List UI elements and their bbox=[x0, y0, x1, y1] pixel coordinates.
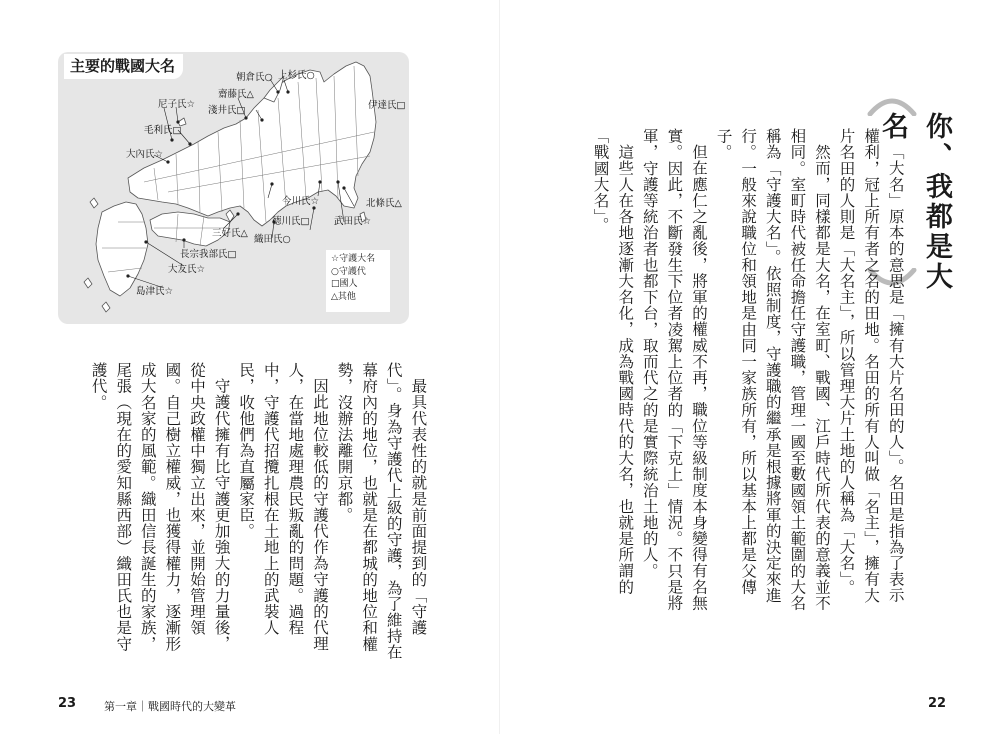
map-label-uesugi: 上杉氏○ bbox=[278, 70, 315, 81]
map-label-chosokabe: 長宗我部氏□ bbox=[180, 249, 237, 260]
legend-item-other: △其他 bbox=[331, 291, 356, 302]
left-paragraph: 守護代擁有比守護更加強大的力量後，從中央政權中獨立出來，並開始管理領國。自己樹立權威，也獲得權力，逐漸形成大名家的風範。織田信長誕生的家族，尾張（現在的愛知縣西部）織田氏也是守護代。 bbox=[89, 362, 231, 652]
right-paragraph: 這些人在各地逐漸大名化，成為戰國時代的大名，也就是所謂的「戰國大名」。 bbox=[591, 128, 635, 595]
legend-item-kokujin: □國人 bbox=[331, 279, 358, 289]
chapter-running-header: 第一章｜戰國時代的大變革 bbox=[104, 700, 236, 713]
left-page-body bbox=[86, 362, 430, 662]
left-paragraph: 因此地位較低的守護代作為守護的代理人，在當地處理農民叛亂的問題。過程中，守護代招攬扎根在土地上的武裝人民，收他們為直屬家臣。 bbox=[237, 362, 329, 652]
map-label-shimazu: 島津氏☆ bbox=[136, 286, 174, 297]
map-title: 主要的戰國大名 bbox=[64, 54, 183, 79]
map-label-oda: 織田氏○ bbox=[254, 234, 291, 245]
map-label-saito: 齋藤氏△ bbox=[218, 89, 254, 100]
legend-item-shugodai: ○守護代 bbox=[331, 266, 366, 277]
map-label-imagawa: 今川氏☆ bbox=[282, 196, 320, 207]
map-label-ouchi: 大內氏☆ bbox=[126, 149, 164, 160]
right-paragraph: 「大名」原本的意思是「擁有大片名田的人」。名田是指為了表示權利，冠上所有者之名的田地。名田的所有人叫做「名主」，擁有大片名田的人則是「大名主」，所以管理大片土地的人稱為「大名」。 bbox=[837, 128, 905, 604]
right-paragraph: 但在應仁之亂後，將軍的權威不再，職位等級制度本身變得有名無實。因此，不斷發生下位者凌駕上位者的「下克上」情況。不只是將軍，守護等統治者也都下台，取而代之的是實際統治土地的人。 bbox=[640, 128, 708, 611]
map-label-tokugawa: 德川氏□ bbox=[272, 216, 310, 227]
map-label-mori: 毛利氏□ bbox=[144, 125, 182, 136]
map-label-azai: 淺井氏□ bbox=[208, 105, 246, 116]
map-label-hojo: 北條氏△ bbox=[366, 198, 402, 209]
gutter-line bbox=[499, 0, 500, 734]
section-title: 你、我都是大名 bbox=[877, 112, 952, 292]
map-label-date: 伊達氏□ bbox=[368, 100, 406, 111]
right-page-body bbox=[588, 128, 908, 618]
legend-item-shugo: ☆守護大名 bbox=[331, 254, 376, 264]
left-page-number: 23 bbox=[58, 696, 77, 711]
right-page-number: 22 bbox=[928, 696, 947, 711]
map-label-amago: 尼子氏☆ bbox=[158, 99, 196, 110]
left-paragraph: 最具代表性的就是前面提到的「守護代」。身為守護代上級的守護，為了維持在幕府內的地位，也就是在都城的地位和權勢，沒辦法離開京都。 bbox=[335, 362, 428, 661]
right-paragraph: 然而，同樣都是大名，在室町、戰國、江戶時代所代表的意義並不相同。室町時代被任命擔任守護職，管理一國至數國領土範圍的大名稱為「守護大名」。依照制度，守護職的繼承是根據將軍的決定來進行。一般來說職位和領地是由同一家族所有，所以基本上都是父傳子。 bbox=[714, 128, 831, 611]
map-label-miyoshi: 三好氏△ bbox=[212, 228, 248, 239]
map-figure bbox=[58, 52, 409, 324]
map-label-takeda: 武田氏☆ bbox=[334, 216, 372, 227]
map-legend bbox=[326, 250, 390, 312]
map-label-asakura: 朝倉氏○ bbox=[236, 72, 273, 83]
map-label-otomo: 大友氏☆ bbox=[168, 264, 206, 275]
